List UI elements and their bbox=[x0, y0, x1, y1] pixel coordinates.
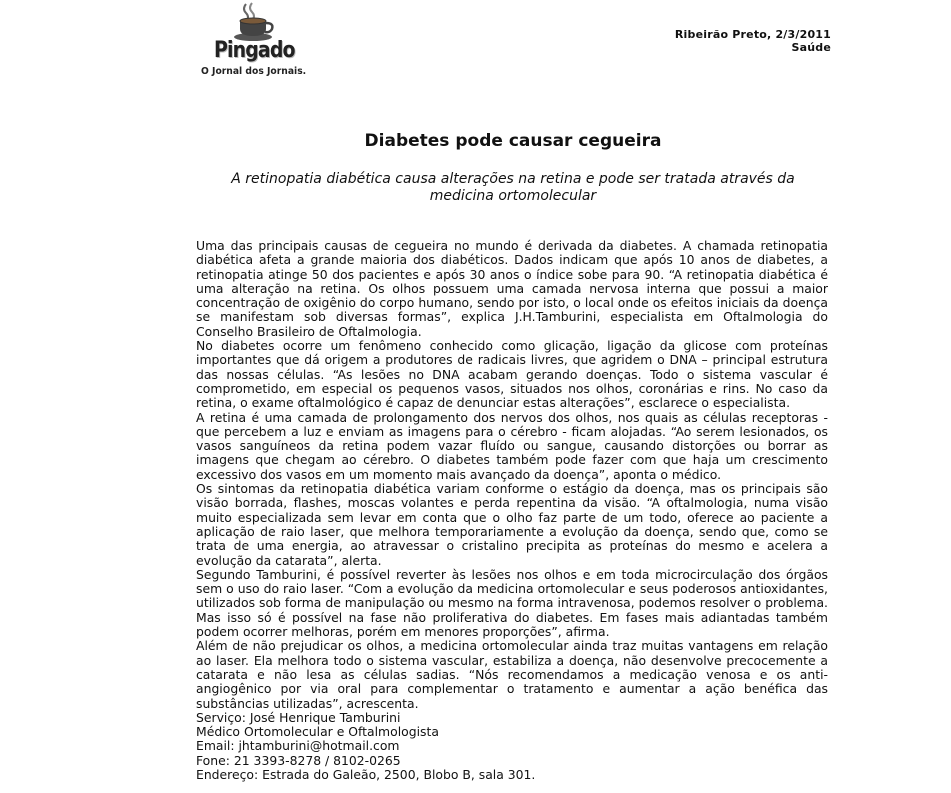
article-paragraph: A retina é uma camada de prolongamento dos nervos dos olhos, nos quais as células receptoras - que percebem a luz e enviam as imagens para o cérebro - ficam alojadas. “Ao serem lesionados, os vasos sanguíneos da retina podem vazar fluído ou sangue, causando distorções ou borrar as imagens que chegam ao cérebro. O diabetes também pode fazer com que haja um crescimento excessivo dos vasos em um momento mais avançado da doença”, aponta o médico. bbox=[196, 409, 828, 482]
article-paragraph: Uma das principais causas de cegueira no mundo é derivada da diabetes. A chamada retinopatia diabética afeta a grande maioria dos diabéticos. Dados indicam que após 10 anos de diabetes, a retinopatia atinge 50 dos pacientes e após 30 anos o índice sobe para 90. “A retinopatia diabética é uma alteração na retina. Os olhos possuem uma camada nervosa interna que possui a maior concentração de oxigênio do corpo humano, sendo por isto, o local onde os efeitos iniciais da doença se manifestam sob diversas formas”, explica J.H.Tamburini, especialista em Oftalmologia do Conselho Brasileiro de Oftalmologia. bbox=[196, 238, 828, 339]
article-paragraph: Segundo Tamburini, é possível reverter às lesões nos olhos e em toda microcirculação dos órgãos sem o uso do raio laser. “Com a evolução da medicina ortomolecular e seus poderosos antioxidantes, utilizados sob forma de manipulação ou mesmo na forma intravenosa, podemos resolver o problema. Mas isso só é possível na fase não proliferativa do diabetes. Em fases mais adiantadas também podem ocorrer melhoras, porém em menores proporções”, afirma. bbox=[196, 566, 828, 640]
article-paragraph: Além de não prejudicar os olhos, a medicina ortomolecular ainda traz muitas vantagens em relação ao laser. Ela melhora todo o sistema vascular, estabiliza a doença, não desenvolve precocemente a catarata e não lesa as células sadias. “Nós recomendamos a medicação venosa e os anti-angiogênico por via oral para complementar o tratamento e aumentar a ação benéfica das substâncias utilizadas”, acrescenta. bbox=[196, 638, 828, 711]
logo-tagline: O Jornal dos Jornais. bbox=[201, 66, 307, 77]
article-paragraph: No diabetes ocorre um fenômeno conhecido como glicação, ligação da glicose com proteínas importantes que dá origem a produtores de radicais livres, que agridem o DNA – principal estrutura das nossas células. “As lesões no DNA acabam gerando doenças. Todo o sistema vascular é comprometido, em especial os pequenos vasos, situados nos olhos, coronárias e rins. No caso da retina, o exame oftalmológico é capaz de denunciar estas alterações”, esclarece o especialista. bbox=[196, 338, 828, 411]
logo-title: Pingado bbox=[214, 38, 295, 63]
section-label: Saúde bbox=[791, 41, 831, 54]
contact-line: Médico Ortomolecular e Oftalmologista bbox=[196, 724, 439, 740]
article-body bbox=[196, 239, 828, 782]
contact-line: Serviço: José Henrique Tamburini bbox=[196, 709, 401, 725]
contact-block bbox=[196, 711, 828, 782]
article-paragraph: Os sintomas da retinopatia diabética variam conforme o estágio da doença, mas os principais são visão borrada, flashes, moscas volantes e perda repentina da visão. “A oftalmologia, numa visão muito especializada sem levar em conta que o olho faz parte de um todo, oferece ao paciente a aplicação de raio laser, que melhora temporariamente a evolução da doença, sendo que, como se trata de uma energia, ao atravessar o cristalino precipita as proteínas do mesmo e acelera a evolução da catarata”, alerta. bbox=[196, 481, 828, 568]
contact-email: Email: jhtamburini@hotmail.com bbox=[196, 738, 400, 754]
article-headline: Diabetes pode causar cegueira bbox=[364, 131, 662, 151]
dateline: Ribeirão Preto, 2/3/2011 bbox=[674, 28, 831, 41]
contact-address: Endereço: Estrada do Galeão, 2500, Blobo B, sala 301. bbox=[196, 766, 536, 782]
publication-logo bbox=[196, 2, 312, 78]
contact-phone: Fone: 21 3393-8278 / 8102-0265 bbox=[196, 752, 401, 768]
dateline-block bbox=[675, 28, 831, 54]
article-subtitle: A retinopatia diabética causa alterações na retina e pode ser tratada através da medicina ortomolecular bbox=[231, 171, 795, 204]
coffee-cup-icon bbox=[232, 2, 278, 42]
